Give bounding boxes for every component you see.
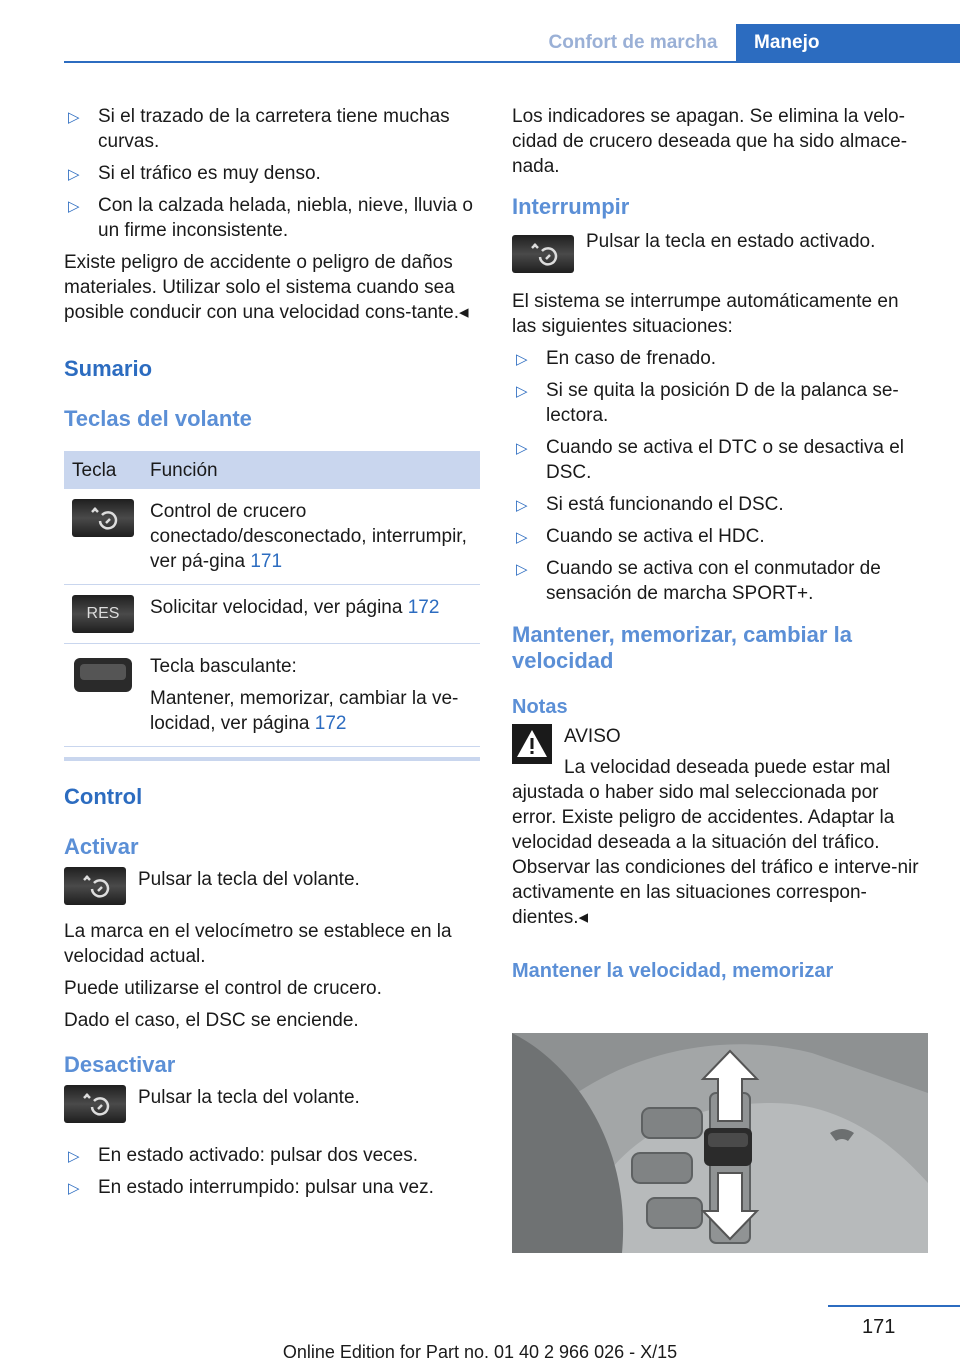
list-item: ▷ Con la calzada helada, niebla, nieve, lluvia o un firme inconsistente. (68, 195, 473, 241)
desactivar-key-row: Pulsar la tecla del volante. (64, 1085, 482, 1129)
bullet-triangle-icon: ▷ (68, 1148, 80, 1165)
aviso-block: AVISO La velocidad deseada puede estar mal (512, 724, 928, 780)
list-item: ▷ En estado activado: pulsar dos veces. (64, 1143, 482, 1168)
bullet-triangle-icon: ▷ (516, 383, 528, 400)
bullet-triangle-icon: ▷ (516, 440, 528, 457)
edition-footer: Online Edition for Part no. 01 40 2 966 026 - X/15 (282, 1342, 678, 1362)
heading-sumario: Sumario (64, 356, 153, 381)
header-section-tab (530, 24, 736, 62)
header-chapter-label: Manejo (754, 32, 820, 53)
table-row: RES Solicitar velocidad, ver página 172 (64, 585, 480, 644)
table-row: Tecla basculante: Mantener, memorizar, cambiar la ve‐locidad, ver página 172 (64, 644, 480, 747)
table-row: Control de crucero conectado/desconectado, interrumpir, ver pá‐gina 171 (64, 489, 480, 585)
bullet-triangle-icon: ▷ (516, 497, 528, 514)
warning-triangle-icon (512, 724, 552, 764)
steering-wheel-illustration (512, 1033, 928, 1253)
cruise-control-key-icon (512, 235, 574, 273)
activar-key-row: Pulsar la tecla del volante. (64, 867, 482, 911)
bullet-triangle-icon: ▷ (68, 166, 80, 183)
page-ref-link[interactable]: 171 (250, 551, 283, 572)
heading-mantener-velocidad: Mantener la velocidad, memorizar (512, 960, 834, 982)
bullet-triangle-icon: ▷ (516, 561, 528, 578)
bullet-triangle-icon: ▷ (68, 109, 80, 126)
list-item: ▷ Cuando se activa el DTC o se desactiva el DSC. (516, 437, 905, 483)
left-column: ▷ Si el trazado de la carretera tiene muchas curvas. ▷ Si el tráfico es muy denso. ▷ Con la calzada helada, niebla, nieve, lluvia o un firme inconsistente. Existe peligro de accidente o peligro de daños materiales. Utilizar solo el sistema cuando sea posible conducir con una velocidad cons‐tante.◂ Sumario Teclas del volante Tecla Función Control de crucero conectado/desconectado, interrumpir, ver pá‐gina 171 RES Solicitar velocidad, ver página 172 Tecla basculante: Mantener, memorizar, cambiar la ve‐locidad, ver página 172 Control Activar Pulsar la tecla del volante. La marca en el velocímetro se establece en la velocidad actual. Puede utilizarse el control de crucero. Dado el caso, el DSC se enciende. Desactivar Pulsar la tecla del volante. ▷ En estado activado: pulsar dos veces. ▷ En estado interrumpido: pulsar una vez. (64, 104, 482, 1207)
right-column: Los indicadores se apagan. Se elimina la velo‐cidad de crucero deseada que ha sido almace‐nada. Interrumpir Pulsar la tecla en estado activado. El sistema se interrumpe automáticamente en las siguientes situaciones: ▷ En caso de frenado. ▷ Si se quita la posición D de la palanca se‐lectora. ▷ Cuando se activa el DTC o se desactiva el DSC. ▷ Si está funcionando el DSC. ▷ Cuando se activa el HDC. ▷ Cuando se activa con el conmutador de sensación de marcha SPORT+. Mantener, memorizar, cambiar la velocidad Notas AVISO La velocidad deseada puede estar mal ajustada o haber sido mal seleccionada por error. Existe peligro de accidentes. Adaptar la velocidad deseada a la situación del tráfico. Observar las condiciones del tráfico e interve‐nir activamente en las situaciones correspon‐dientes.◂ Mantener la velocidad, memorizar (512, 104, 928, 984)
page-number: 171 (862, 1316, 896, 1338)
bullet-triangle-icon: ▷ (516, 529, 528, 546)
heading-teclas: Teclas del volante (64, 406, 252, 431)
list-item: ▷ Cuando se activa con el conmutador de sensación de marcha SPORT+. (516, 558, 881, 604)
heading-interrumpir: Interrumpir (512, 194, 630, 219)
cruise-control-key-icon (72, 499, 134, 537)
list-item: ▷ Si se quita la posición D de la palanca se‐lectora. (516, 380, 899, 426)
heading-desactivar: Desactivar (64, 1052, 176, 1077)
page-ref-link[interactable]: 172 (314, 713, 347, 734)
interrumpir-key-row: Pulsar la tecla en estado activado. (512, 229, 928, 273)
bullet-triangle-icon: ▷ (68, 1180, 80, 1197)
list-item: ▷ Si el trazado de la carretera tiene muchas curvas. (68, 106, 450, 152)
heading-control: Control (64, 784, 143, 809)
warning-end-text: Existe peligro de accidente o peligro de daños materiales. Utilizar solo el sistema cuando sea posible conducir con una velocidad cons‐tante.◂ (64, 252, 469, 323)
table-bottom-rule (64, 757, 480, 761)
list-item: ▷ En estado interrumpido: pulsar una vez. (64, 1175, 482, 1200)
table-header-funcion: Función (142, 451, 480, 489)
list-item: ▷ Si el tráfico es muy denso. (64, 161, 482, 186)
header-section-label: Confort de marcha (548, 32, 718, 53)
header-chapter-tab (736, 24, 960, 62)
footer-rule (828, 1305, 960, 1307)
keys-table (64, 451, 480, 747)
header-rule (64, 61, 960, 63)
list-item: ▷ En caso de frenado. (512, 346, 928, 371)
heading-mantener: Mantener, memorizar, cambiar la velocidad (512, 622, 852, 673)
bullet-triangle-icon: ▷ (68, 198, 80, 215)
list-item: ▷ Si está funcionando el DSC. (512, 492, 928, 517)
cruise-control-key-icon (64, 867, 126, 905)
list-item: ▷ Cuando se activa el HDC. (512, 524, 928, 549)
heading-notas: Notas (512, 696, 568, 718)
cruise-control-key-icon (64, 1085, 126, 1123)
bullet-triangle-icon: ▷ (516, 351, 528, 368)
rocker-switch-icon (72, 654, 134, 692)
res-key-icon: RES (72, 595, 134, 633)
page-ref-link[interactable]: 172 (407, 597, 440, 618)
heading-activar: Activar (64, 834, 139, 859)
table-header-tecla: Tecla (64, 451, 142, 489)
